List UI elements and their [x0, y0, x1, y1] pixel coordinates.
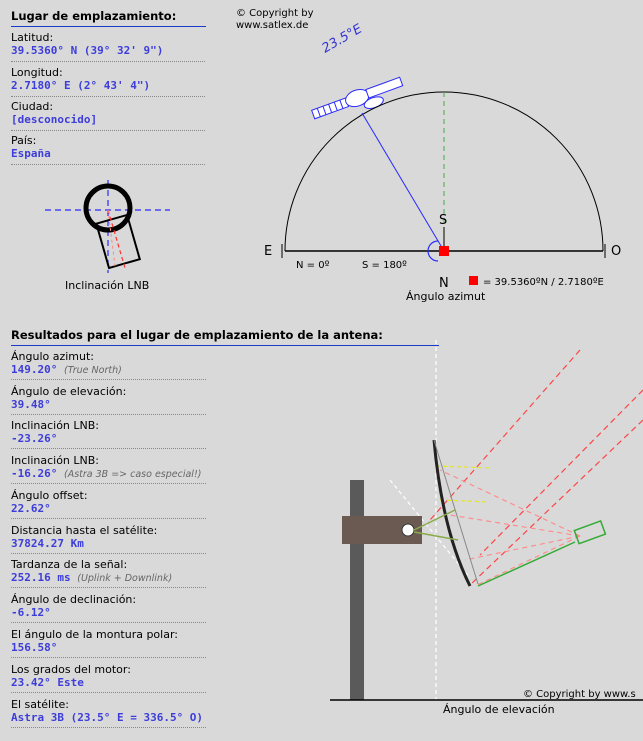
result-label: Ángulo de elevación: [11, 385, 127, 398]
result-polar-mount [11, 628, 206, 658]
value-text: 149.20° [11, 363, 58, 376]
result-azimuth [11, 350, 206, 380]
azimuth-diagram [255, 15, 643, 310]
elevation-caption: Ángulo de elevación [443, 703, 555, 716]
result-label: Inclinación LNB: [11, 454, 99, 467]
result-delay [11, 558, 206, 588]
result-value [11, 571, 206, 585]
results-title: Resultados para el lugar de emplazamiento de la antena: [11, 328, 439, 346]
location-title: Lugar de emplazamiento: [11, 9, 206, 27]
lnb-body-icon [96, 215, 139, 268]
result-label: Ángulo de declinación: [11, 593, 137, 606]
lnb-arm [478, 542, 575, 586]
field-longitude [11, 66, 205, 97]
result-label: Distancia hasta el satélite: [11, 524, 158, 537]
result-lnb-tilt [11, 419, 206, 449]
satellite-position-label: 23.5°E [319, 21, 365, 57]
value-text: -16.26° [11, 467, 58, 480]
mast-icon [350, 480, 364, 700]
signal-ray [430, 350, 580, 520]
satellite-icon [310, 74, 406, 128]
copyright-bottom: © Copyright by www.s [523, 689, 636, 700]
lnb-tilt-diagram [40, 178, 180, 278]
result-value: 22.62° [11, 502, 51, 515]
reflect-ray [475, 536, 580, 586]
result-offset [11, 489, 206, 519]
result-value: -23.26° [11, 432, 58, 445]
result-value [11, 363, 206, 377]
field-label: País: [11, 134, 37, 147]
elevation-diagram [330, 340, 643, 720]
result-distance [11, 524, 206, 554]
field-label: Latitud: [11, 31, 54, 44]
result-label: Inclinación LNB: [11, 419, 99, 432]
pivot-icon [402, 524, 414, 536]
result-label: Los grados del motor: [11, 663, 131, 676]
legend-coords: = 39.5360ºN / 2.7180ºE [483, 277, 604, 288]
lnb-caption: Inclinación LNB [65, 279, 150, 292]
result-value [11, 467, 206, 481]
legend-south: S = 180º [362, 260, 407, 271]
result-label: Ángulo offset: [11, 489, 88, 502]
copyright-line: www.satlex.de [236, 20, 309, 31]
field-latitude [11, 31, 205, 62]
legend-marker-icon [469, 276, 478, 285]
field-label: Longitud: [11, 66, 63, 79]
signal-ray [480, 390, 643, 555]
result-elevation [11, 385, 206, 415]
signal-ray [470, 420, 643, 585]
field-value: España [11, 147, 51, 160]
reflect-ray [440, 470, 580, 536]
offset-line [436, 466, 490, 468]
result-label: Tardanza de la señal: [11, 558, 128, 571]
field-country [11, 134, 205, 165]
label-north: N [439, 276, 449, 291]
label-south: S [439, 213, 448, 228]
azimuth-caption: Ángulo azimut [406, 290, 486, 303]
label-east: E [264, 244, 273, 259]
result-label: Ángulo azimut: [11, 350, 95, 363]
copyright-line: © Copyright by [236, 8, 314, 19]
field-value: 2.7180° E (2° 43' 4") [11, 79, 151, 92]
result-value: 23.42° Este [11, 676, 84, 689]
reflect-ray [450, 515, 580, 536]
result-value: 156.58° [11, 641, 58, 654]
result-value: -6.12° [11, 606, 51, 619]
field-label: Ciudad: [11, 100, 54, 113]
field-city [11, 100, 205, 131]
location-marker-icon [439, 246, 449, 256]
legend-north: N = 0º [296, 260, 330, 271]
result-label: El ángulo de la montura polar: [11, 628, 178, 641]
value-note: (Astra 3B => caso especial!) [63, 469, 202, 480]
lnb-icon [574, 521, 605, 544]
result-value: Astra 3B (23.5° E = 336.5° O) [11, 711, 204, 724]
result-lnb-tilt-special [11, 454, 206, 484]
value-text: 252.16 ms [11, 571, 71, 584]
dish-back [434, 440, 478, 584]
result-value: 37824.27 Km [11, 537, 84, 550]
field-value: 39.5360° N (39° 32' 9") [11, 44, 164, 57]
value-note: (Uplink + Downlink) [77, 573, 173, 584]
result-satellite [11, 698, 206, 728]
result-label: El satélite: [11, 698, 69, 711]
value-note: (True North) [63, 365, 122, 376]
result-motor [11, 663, 206, 693]
result-value: 39.48° [11, 398, 51, 411]
label-west: O [611, 244, 622, 259]
field-value: [desconocido] [11, 113, 98, 126]
azimuth-line [362, 113, 444, 251]
dish-icon [434, 440, 470, 586]
result-declination [11, 593, 206, 623]
